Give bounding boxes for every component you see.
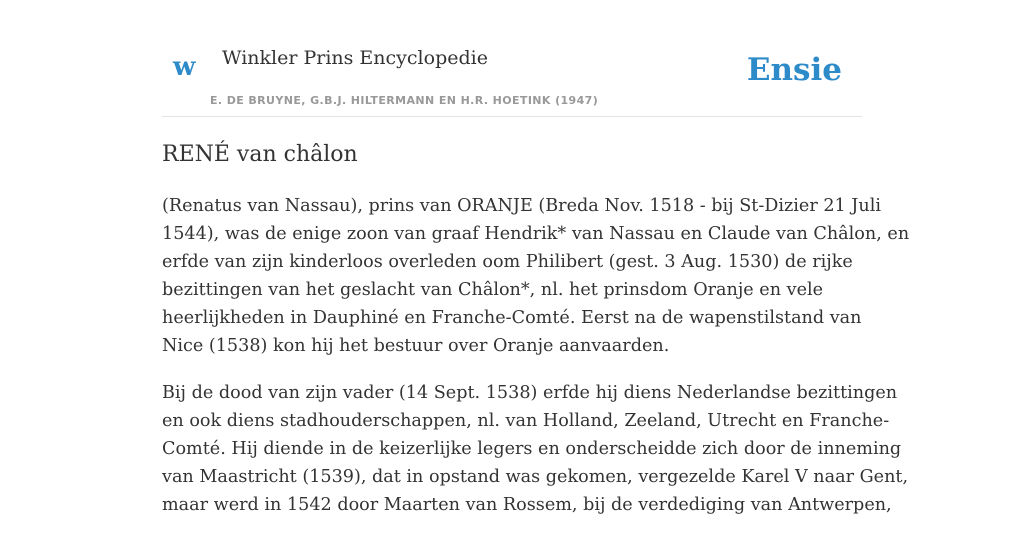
paragraph-line: (Renatus van Nassau), prins van ORANJE (Breda Nov. 1518 - bij St-Dizier 21 Juli [162, 196, 881, 216]
paragraph-line: Comté. Hij diende in de keizerlijke legers en onderscheidde zich door de inneming [162, 439, 902, 459]
paragraph-line: bezittingen van het geslacht van Châlon*, nl. het prinsdom Oranje en vele [162, 280, 824, 300]
paragraph-1 [162, 192, 910, 360]
brand-logo[interactable]: Ensie [746, 52, 842, 88]
paragraph-line: Bij de dood van zijn vader (14 Sept. 1538) erfde hij diens Nederlandse bezittingen [162, 383, 898, 403]
article-body [162, 192, 910, 538]
site-header [162, 0, 862, 117]
paragraph-line: maar werd in 1542 door Maarten van Rossem, bij de verdediging van Antwerpen, [162, 495, 892, 515]
site-title[interactable]: Winkler Prins Encyclopedie [222, 47, 488, 69]
paragraph-line: erfde van zijn kinderloos overleden oom Philibert (gest. 3 Aug. 1530) de rijke [162, 252, 853, 272]
site-subtitle: E. DE BRUYNE, G.B.J. HILTERMANN EN H.R. HOETINK (1947) [210, 94, 599, 107]
paragraph-line: heerlijkheden in Dauphiné en Franche-Comté. Eerst na de wapenstilstand van [162, 308, 862, 328]
site-logo[interactable]: w [173, 52, 196, 82]
paragraph-line: 1544), was de enige zoon van graaf Hendrik* van Nassau en Claude van Châlon, en [162, 224, 910, 244]
page [162, 0, 910, 515]
article-title: RENÉ van châlon [162, 142, 358, 167]
paragraph-line: en ook diens stadhouderschappen, nl. van Holland, Zeeland, Utrecht en Franche- [162, 411, 890, 431]
paragraph-line: van Maastricht (1539), dat in opstand was gekomen, vergezelde Karel V naar Gent, [162, 467, 909, 487]
paragraph-2 [162, 379, 909, 519]
paragraph-line: Nice (1538) kon hij het bestuur over Oranje aanvaarden. [162, 336, 670, 356]
